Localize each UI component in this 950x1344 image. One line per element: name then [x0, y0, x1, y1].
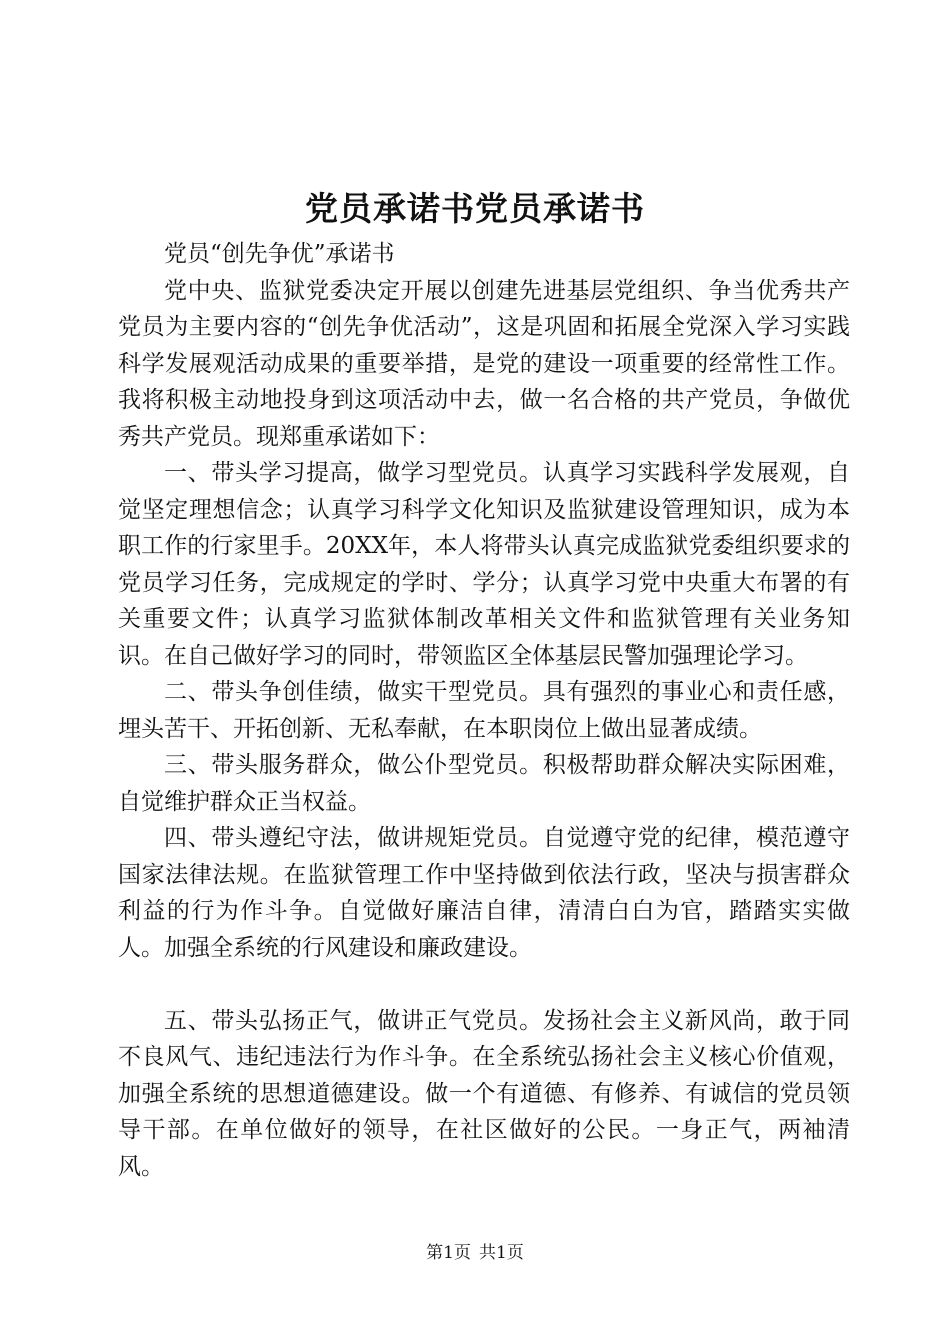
page-footer: [0, 1241, 950, 1265]
document-subtitle: 党员“创先争优”承诺书: [164, 241, 395, 267]
paragraph-spacer: [118, 966, 850, 1003]
document-title: 党员承诺书党员承诺书: [305, 189, 645, 228]
page-total: 共1页: [479, 1243, 524, 1263]
paragraph-commitment-3: 三、带头服务群众，做公仆型党员。积极帮助群众解决实际困难，自觉维护群众正当权益。: [118, 752, 850, 815]
paragraph-commitment-2: 二、带头争创佳绩，做实干型党员。具有强烈的事业心和责任感，埋头苦干、开拓创新、无私奉献，在本职岗位上做出显著成绩。: [118, 679, 850, 742]
page-number: 第1页: [426, 1243, 471, 1263]
document-body: [118, 236, 850, 1185]
paragraph-commitment-1: 一、带头学习提高，做学习型党员。认真学习实践科学发展观，自觉坚定理想信念；认真学习科学文化知识及监狱建设管理知识，成为本职工作的行家里手。20XX年，本人将带头认真完成监狱党委组织要求的党员学习任务，完成规定的学时、学分；认真学习党中央重大布署的有关重要文件；认真学习监狱体制改革相关文件和监狱管理有关业务知识。在自己做好学习的同时，带领监区全体基层民警加强理论学习。: [118, 460, 850, 669]
paragraph-intro: 党中央、监狱党委决定开展以创建先进基层党组织、争当优秀共产党员为主要内容的“创先争优活动”，这是巩固和拓展全党深入学习实践科学发展观活动成果的重要举措，是党的建设一项重要的经常性工作。我将积极主动地投身到这项活动中去，做一名合格的共产党员，争做优秀共产党员。现郑重承诺如下：: [118, 277, 850, 450]
paragraph-commitment-4: 四、带头遵纪守法，做讲规矩党员。自觉遵守党的纪律，模范遵守国家法律法规。在监狱管理工作中坚持做到依法行政，坚决与损害群众利益的行为作斗争。自觉做好廉洁自律，清清白白为官，踏踏实实做人。加强全系统的行风建设和廉政建设。: [118, 825, 850, 961]
paragraph-commitment-5: 五、带头弘扬正气，做讲正气党员。发扬社会主义新风尚，敢于同不良风气、违纪违法行为作斗争。在全系统弘扬社会主义核心价值观，加强全系统的思想道德建设。做一个有道德、有修养、有诚信的党员领导干部。在单位做好的领导，在社区做好的公民。一身正气，两袖清风。: [118, 1007, 850, 1180]
